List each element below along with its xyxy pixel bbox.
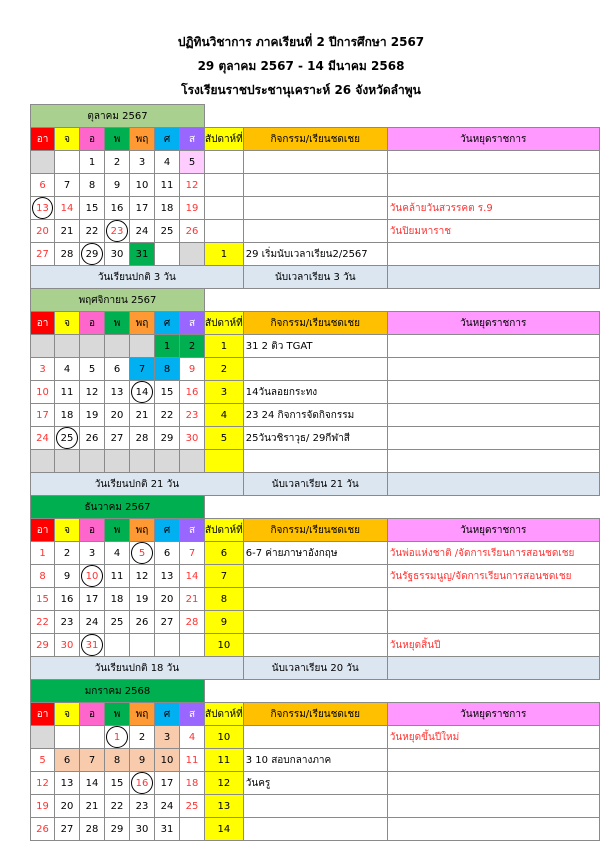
day-cell: 7 xyxy=(80,749,105,772)
day-cell: 30 xyxy=(130,818,155,841)
day-cell: 25 xyxy=(105,611,130,634)
holiday-note: วันรัฐธรรมนูญ/จัดการเรียนการสอนชดเชย xyxy=(387,565,599,588)
day-cell: 18 xyxy=(105,588,130,611)
day-header-fri: ศ xyxy=(155,312,180,335)
day-cell: 14 xyxy=(130,381,155,404)
day-cell: 5 xyxy=(180,151,205,174)
day-cell: 19 xyxy=(130,588,155,611)
week-number: 10 xyxy=(205,634,244,657)
day-cell: 12 xyxy=(130,565,155,588)
week-number: 13 xyxy=(205,795,244,818)
activity-note: 31 2 ติว TGAT xyxy=(243,335,387,358)
day-cell: 19 xyxy=(31,795,55,818)
day-cell: 26 xyxy=(130,611,155,634)
day-cell: 5 xyxy=(130,542,155,565)
week-row xyxy=(31,151,600,174)
day-cell: 21 xyxy=(80,795,105,818)
day-cell: 6 xyxy=(105,358,130,381)
day-cell: 2 xyxy=(130,726,155,749)
day-header-sun: อา xyxy=(31,703,55,726)
day-cell: 21 xyxy=(180,588,205,611)
week-number: 5 xyxy=(205,427,244,450)
day-cell: 24 xyxy=(31,427,55,450)
day-cell: 28 xyxy=(130,427,155,450)
day-cell: 1 xyxy=(80,151,105,174)
day-cell: 13 xyxy=(31,197,55,220)
day-cell: 26 xyxy=(80,427,105,450)
day-header-tue: อ xyxy=(80,312,105,335)
day-cell: 29 xyxy=(105,818,130,841)
day-cell: 28 xyxy=(80,818,105,841)
activity-note: 14วันลอยกระทง xyxy=(243,381,387,404)
day-cell: 3 xyxy=(130,151,155,174)
summary-row xyxy=(31,657,600,680)
day-header-mon: จ xyxy=(55,703,80,726)
day-header-thu: พฤ xyxy=(130,128,155,151)
day-cell: 27 xyxy=(31,243,55,266)
day-cell: 23 xyxy=(55,611,80,634)
day-cell: 22 xyxy=(105,795,130,818)
month-header-row xyxy=(31,496,600,519)
day-cell: 17 xyxy=(155,772,180,795)
day-cell: 6 xyxy=(55,749,80,772)
day-cell: 16 xyxy=(130,772,155,795)
day-cell: 7 xyxy=(55,174,80,197)
summary-row xyxy=(31,473,600,496)
day-cell: 10 xyxy=(130,174,155,197)
day-cell: 2 xyxy=(180,335,205,358)
day-cell: 26 xyxy=(31,818,55,841)
week-header: สัปดาห์ที่ xyxy=(205,703,244,726)
holiday-header: วันหยุดราชการ xyxy=(387,519,599,542)
day-cell: 13 xyxy=(155,565,180,588)
day-cell: 7 xyxy=(180,542,205,565)
day-cell: 18 xyxy=(55,404,80,427)
day-cell: 4 xyxy=(180,726,205,749)
day-cell: 23 xyxy=(105,220,130,243)
day-cell: 8 xyxy=(80,174,105,197)
activity-header: กิจกรรม/เรียนชดเชย xyxy=(243,519,387,542)
week-row xyxy=(31,450,600,473)
week-row xyxy=(31,795,600,818)
day-cell: 15 xyxy=(105,772,130,795)
week-number: 4 xyxy=(205,404,244,427)
day-cell: 3 xyxy=(80,542,105,565)
activity-header: กิจกรรม/เรียนชดเชย xyxy=(243,312,387,335)
day-cell: 18 xyxy=(180,772,205,795)
week-row xyxy=(31,634,600,657)
week-number: 7 xyxy=(205,565,244,588)
month-title: พฤศจิกายน 2567 xyxy=(31,289,205,312)
day-cell: 9 xyxy=(180,358,205,381)
day-cell: 7 xyxy=(130,358,155,381)
week-number: 10 xyxy=(205,726,244,749)
day-header-sun: อา xyxy=(31,519,55,542)
week-row xyxy=(31,381,600,404)
day-cell: 2 xyxy=(55,542,80,565)
week-row xyxy=(31,335,600,358)
month-title: ตุลาคม 2567 xyxy=(31,105,205,128)
summary-study-days: วันเรียนปกติ 18 วัน xyxy=(31,657,244,680)
summary-count-days: นับเวลาเรียน 3 วัน xyxy=(243,266,387,289)
week-row xyxy=(31,565,600,588)
day-header-sat: ส xyxy=(180,703,205,726)
day-cell: 8 xyxy=(105,749,130,772)
day-cell: 20 xyxy=(105,404,130,427)
activity-note: 6-7 ค่ายภาษาอังกฤษ xyxy=(243,542,387,565)
week-row xyxy=(31,818,600,841)
day-cell: 13 xyxy=(105,381,130,404)
month-header-row xyxy=(31,289,600,312)
day-cell: 29 xyxy=(80,243,105,266)
day-cell: 22 xyxy=(31,611,55,634)
week-row xyxy=(31,358,600,381)
day-cell: 5 xyxy=(31,749,55,772)
summary-count-days: นับเวลาเรียน 21 วัน xyxy=(243,473,387,496)
week-number: 11 xyxy=(205,749,244,772)
holiday-note: วันหยุดขึ้นปีใหม่ xyxy=(387,726,599,749)
weekday-header-row xyxy=(31,703,600,726)
day-cell: 24 xyxy=(155,795,180,818)
week-number: 12 xyxy=(205,772,244,795)
day-cell: 21 xyxy=(130,404,155,427)
weekday-header-row xyxy=(31,519,600,542)
day-header-sun: อา xyxy=(31,128,55,151)
week-row xyxy=(31,174,600,197)
week-header: สัปดาห์ที่ xyxy=(205,128,244,151)
day-header-tue: อ xyxy=(80,519,105,542)
day-cell: 4 xyxy=(155,151,180,174)
day-cell: 27 xyxy=(55,818,80,841)
day-cell: 1 xyxy=(31,542,55,565)
day-cell: 11 xyxy=(155,174,180,197)
day-header-thu: พฤ xyxy=(130,519,155,542)
week-row xyxy=(31,427,600,450)
day-cell: 11 xyxy=(105,565,130,588)
week-header: สัปดาห์ที่ xyxy=(205,312,244,335)
day-cell: 1 xyxy=(155,335,180,358)
day-cell: 24 xyxy=(80,611,105,634)
day-cell: 15 xyxy=(155,381,180,404)
day-cell: 30 xyxy=(105,243,130,266)
day-cell: 27 xyxy=(105,427,130,450)
day-header-sat: ส xyxy=(180,312,205,335)
day-cell: 20 xyxy=(31,220,55,243)
day-cell: 12 xyxy=(180,174,205,197)
week-number: 9 xyxy=(205,611,244,634)
day-cell: 17 xyxy=(130,197,155,220)
week-row xyxy=(31,726,600,749)
day-header-mon: จ xyxy=(55,519,80,542)
day-header-thu: พฤ xyxy=(130,703,155,726)
day-cell: 23 xyxy=(130,795,155,818)
day-cell: 22 xyxy=(80,220,105,243)
day-header-thu: พฤ xyxy=(130,312,155,335)
day-header-wed: พ xyxy=(105,128,130,151)
day-cell: 27 xyxy=(155,611,180,634)
day-cell: 15 xyxy=(80,197,105,220)
day-header-sat: ส xyxy=(180,519,205,542)
day-cell: 20 xyxy=(55,795,80,818)
title-block xyxy=(0,30,602,102)
month-title: มกราคม 2568 xyxy=(31,680,205,703)
day-cell: 19 xyxy=(180,197,205,220)
day-header-fri: ศ xyxy=(155,703,180,726)
activity-note: 29 เริ่มนับเวลาเรียน2/2567 xyxy=(243,243,387,266)
day-cell: 14 xyxy=(180,565,205,588)
day-cell: 8 xyxy=(31,565,55,588)
day-cell: 11 xyxy=(180,749,205,772)
day-cell: 25 xyxy=(55,427,80,450)
activity-note: วันครู xyxy=(243,772,387,795)
summary-study-days: วันเรียนปกติ 21 วัน xyxy=(31,473,244,496)
day-cell: 16 xyxy=(180,381,205,404)
day-cell: 9 xyxy=(130,749,155,772)
summary-count-days: นับเวลาเรียน 20 วัน xyxy=(243,657,387,680)
weekday-header-row xyxy=(31,128,600,151)
month-header-row xyxy=(31,105,600,128)
week-number: 3 xyxy=(205,381,244,404)
day-cell: 9 xyxy=(55,565,80,588)
day-cell: 15 xyxy=(31,588,55,611)
day-header-tue: อ xyxy=(80,703,105,726)
day-cell: 25 xyxy=(180,795,205,818)
week-number: 1 xyxy=(205,243,244,266)
day-cell: 26 xyxy=(180,220,205,243)
day-cell: 11 xyxy=(55,381,80,404)
school-name: โรงเรียนราชประชานุเคราะห์ 26 จังหวัดลำพูน xyxy=(181,83,421,97)
day-header-wed: พ xyxy=(105,703,130,726)
day-cell: 25 xyxy=(155,220,180,243)
day-cell: 20 xyxy=(155,588,180,611)
week-row xyxy=(31,220,600,243)
holiday-header: วันหยุดราชการ xyxy=(387,703,599,726)
day-cell: 21 xyxy=(55,220,80,243)
day-cell: 31 xyxy=(130,243,155,266)
day-cell: 23 xyxy=(180,404,205,427)
day-cell: 3 xyxy=(31,358,55,381)
day-cell: 10 xyxy=(155,749,180,772)
day-cell: 29 xyxy=(31,634,55,657)
week-header: สัปดาห์ที่ xyxy=(205,519,244,542)
summary-row xyxy=(31,266,600,289)
day-cell: 2 xyxy=(105,151,130,174)
month-title: ธันวาคม 2567 xyxy=(31,496,205,519)
date-range: 29 ตุลาคม 2567 - 14 มีนาคม 2568 xyxy=(197,59,405,73)
day-cell: 24 xyxy=(130,220,155,243)
day-cell: 14 xyxy=(55,197,80,220)
weekday-header-row xyxy=(31,312,600,335)
day-cell: 17 xyxy=(80,588,105,611)
day-header-fri: ศ xyxy=(155,128,180,151)
week-row xyxy=(31,611,600,634)
academic-calendar-table xyxy=(30,104,600,841)
day-header-mon: จ xyxy=(55,128,80,151)
day-cell: 16 xyxy=(105,197,130,220)
day-cell: 4 xyxy=(105,542,130,565)
week-number: 1 xyxy=(205,335,244,358)
day-cell: 12 xyxy=(80,381,105,404)
day-cell: 14 xyxy=(80,772,105,795)
day-header-mon: จ xyxy=(55,312,80,335)
holiday-note: วันพ่อแห่งชาติ /จัดการเรียนการสอนชดเชย xyxy=(387,542,599,565)
day-header-fri: ศ xyxy=(155,519,180,542)
holiday-note: วันปิยมหาราช xyxy=(387,220,599,243)
day-cell: 17 xyxy=(31,404,55,427)
day-cell: 31 xyxy=(155,818,180,841)
week-row xyxy=(31,243,600,266)
week-number: 2 xyxy=(205,358,244,381)
day-cell: 28 xyxy=(180,611,205,634)
week-number: 14 xyxy=(205,818,244,841)
day-cell: 29 xyxy=(155,427,180,450)
day-header-tue: อ xyxy=(80,128,105,151)
page-title: ปฏิทินวิชาการ ภาคเรียนที่ 2 ปีการศึกษา 2567 xyxy=(177,35,425,49)
day-cell: 4 xyxy=(55,358,80,381)
day-header-sat: ส xyxy=(180,128,205,151)
week-row xyxy=(31,772,600,795)
week-number: 6 xyxy=(205,542,244,565)
day-cell: 13 xyxy=(55,772,80,795)
day-cell: 5 xyxy=(80,358,105,381)
day-cell: 3 xyxy=(155,726,180,749)
day-cell: 9 xyxy=(105,174,130,197)
week-row xyxy=(31,197,600,220)
week-row xyxy=(31,749,600,772)
activity-header: กิจกรรม/เรียนชดเชย xyxy=(243,128,387,151)
day-cell: 12 xyxy=(31,772,55,795)
holiday-header: วันหยุดราชการ xyxy=(387,312,599,335)
day-cell: 18 xyxy=(155,197,180,220)
day-cell: 6 xyxy=(31,174,55,197)
summary-study-days: วันเรียนปกติ 3 วัน xyxy=(31,266,244,289)
month-header-row xyxy=(31,680,600,703)
day-cell: 30 xyxy=(55,634,80,657)
day-cell: 22 xyxy=(155,404,180,427)
day-cell: 19 xyxy=(80,404,105,427)
week-row xyxy=(31,542,600,565)
day-cell: 16 xyxy=(55,588,80,611)
holiday-note: วันหยุดสิ้นปี xyxy=(387,634,599,657)
activity-note: 25วันวชิราวุธ/ 29กีฬาสี xyxy=(243,427,387,450)
holiday-note: วันคล้ายวันสวรรคต ร.9 xyxy=(387,197,599,220)
day-cell: 6 xyxy=(155,542,180,565)
holiday-header: วันหยุดราชการ xyxy=(387,128,599,151)
week-row xyxy=(31,404,600,427)
week-row xyxy=(31,588,600,611)
day-header-sun: อา xyxy=(31,312,55,335)
day-cell: 28 xyxy=(55,243,80,266)
activity-header: กิจกรรม/เรียนชดเชย xyxy=(243,703,387,726)
day-cell: 1 xyxy=(105,726,130,749)
day-header-wed: พ xyxy=(105,519,130,542)
day-cell: 10 xyxy=(31,381,55,404)
day-cell: 8 xyxy=(155,358,180,381)
day-cell: 10 xyxy=(80,565,105,588)
week-number: 8 xyxy=(205,588,244,611)
day-cell: 31 xyxy=(80,634,105,657)
activity-note: 23 24 กิจการจัดกิจกรรม xyxy=(243,404,387,427)
day-cell: 30 xyxy=(180,427,205,450)
day-header-wed: พ xyxy=(105,312,130,335)
activity-note: 3 10 สอบกลางภาค xyxy=(243,749,387,772)
